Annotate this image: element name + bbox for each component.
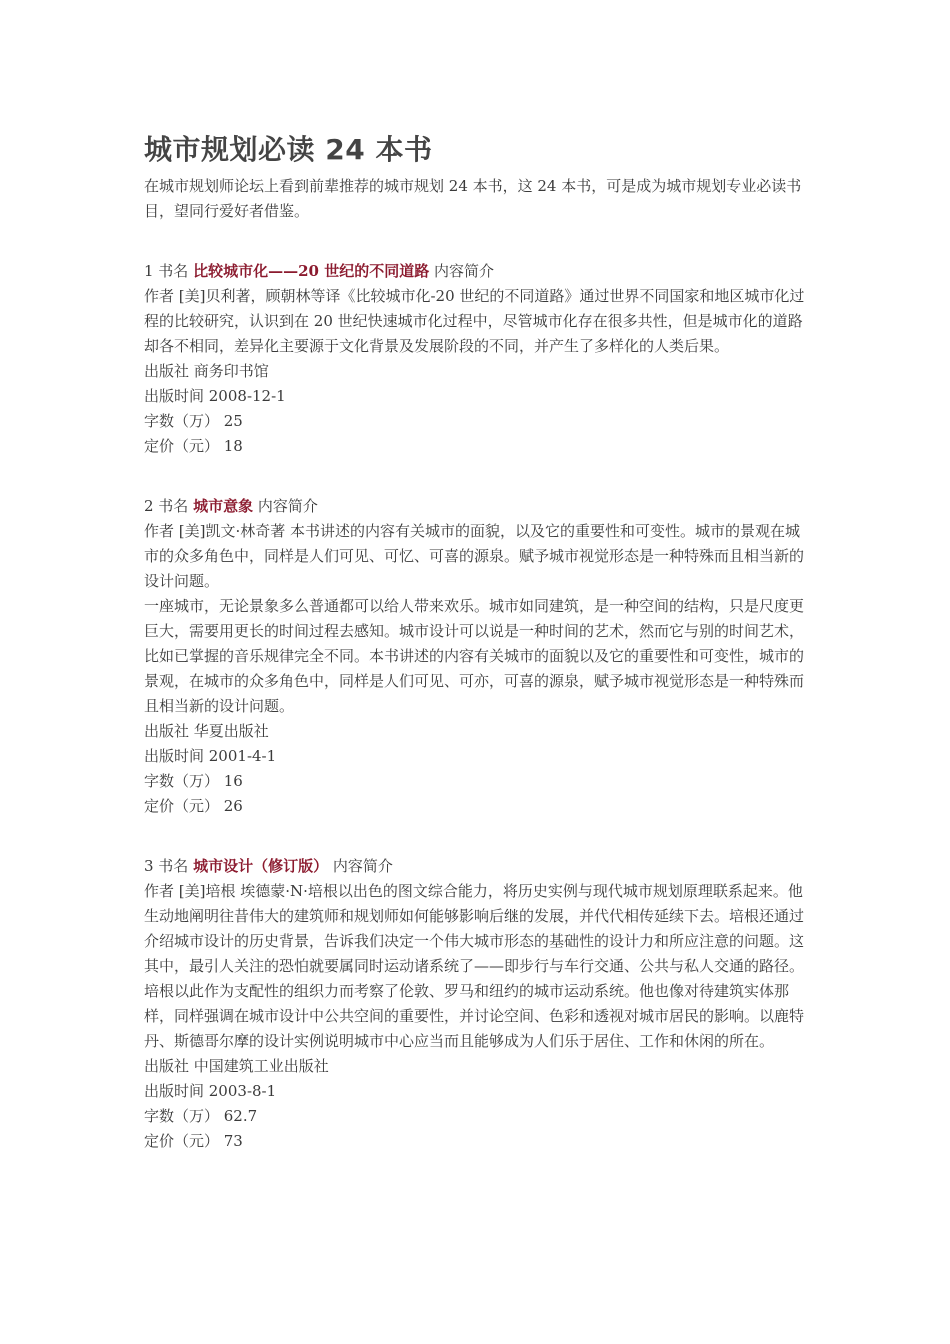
book-heading-suffix: 内容简介	[429, 262, 494, 280]
book-number-label: 1 书名	[144, 262, 194, 280]
book-publisher: 出版社 商务印书馆	[144, 362, 269, 380]
book-description: 作者 [美]凯文·林奇著 本书讲述的内容有关城市的面貌，以及它的重要性和可变性。城市的景观在城市的众多角色中，同样是人们可见、可忆、可喜的源泉。赋予城市视觉形态是一种特殊而且相当新的设计问题。	[144, 522, 805, 590]
book-heading	[144, 259, 808, 284]
book-entry-2	[144, 494, 808, 819]
book-heading	[144, 494, 808, 519]
book-heading-suffix: 内容简介	[253, 497, 318, 515]
book-publisher: 出版社 华夏出版社	[144, 722, 269, 740]
book-date: 出版时间 2001-4-1	[144, 747, 277, 765]
book-description: 作者 [美]培根 埃德蒙·N·培根以出色的图文综合能力，将历史实例与现代城市规划原理联系起来。他生动地阐明往昔伟大的建筑师和规划师如何能够影响后继的发展，并代代相传延续下去。培根还通过介绍城市设计的历史背景，告诉我们决定一个伟大城市形态的基础性的设计力和所应注意的问题。这其中，最引人关注的恐怕就要属同时运动诸系统了——即步行与车行交通、公共与私人交通的路径。培根以此作为支配性的组织力而考察了伦敦、罗马和纽约的城市运动系统。他也像对待建筑实体那样，同样强调在城市设计中公共空间的重要性，并讨论空间、色彩和透视对城市居民的影响。以鹿特丹、斯德哥尔摩的设计实例说明城市中心应当而且能够成为人们乐于居住、工作和休闲的所在。	[144, 882, 805, 1050]
book-price: 定价（元） 26	[144, 797, 243, 815]
book-description: 作者 [美]贝利著，顾朝林等译《比较城市化-20 世纪的不同道路》通过世界不同国家和地区城市化过程的比较研究，认识到在 20 世纪快速城市化过程中，尽管城市化存在很多共性，但是城市化的道路却各不相同，差异化主要源于文化背景及发展阶段的不同，并产生了多样化的人类后果。	[144, 287, 805, 355]
book-number-label: 3 书名	[144, 857, 194, 875]
book-entry-1	[144, 259, 808, 459]
book-number-label: 2 书名	[144, 497, 194, 515]
document-page	[144, 132, 808, 1154]
book-heading-suffix: 内容简介	[328, 857, 393, 875]
book-date: 出版时间 2008-12-1	[144, 387, 286, 405]
page-title: 城市规划必读 24 本书	[144, 133, 433, 166]
book-heading	[144, 854, 808, 879]
book-word-count: 字数（万） 16	[144, 772, 243, 790]
book-price: 定价（元） 18	[144, 437, 243, 455]
book-name: 城市设计（修订版）	[193, 857, 329, 875]
book-publisher: 出版社 中国建筑工业出版社	[144, 1057, 329, 1075]
book-price: 定价（元） 73	[144, 1132, 243, 1150]
book-name: 城市意象	[193, 497, 254, 515]
book-name: 比较城市化——20 世纪的不同道路	[193, 262, 430, 280]
book-entry-3	[144, 854, 808, 1154]
intro-paragraph: 在城市规划师论坛上看到前辈推荐的城市规划 24 本书，这 24 本书，可是成为城市规划专业必读书目，望同行爱好者借鉴。	[144, 177, 802, 220]
book-word-count: 字数（万） 62.7	[144, 1107, 258, 1125]
book-word-count: 字数（万） 25	[144, 412, 243, 430]
book-date: 出版时间 2003-8-1	[144, 1082, 277, 1100]
book-description-continued: 一座城市，无论景象多么普通都可以给人带来欢乐。城市如同建筑，是一种空间的结构，只是尺度更巨大，需要用更长的时间过程去感知。城市设计可以说是一种时间的艺术，然而它与别的时间艺术，比如已掌握的音乐规律完全不同。本书讲述的内容有关城市的面貌以及它的重要性和可变性，城市的景观，在城市的众多角色中，同样是人们可见、可亦，可喜的源泉，赋予城市视觉形态是一种特殊而且相当新的设计问题。	[144, 597, 805, 715]
